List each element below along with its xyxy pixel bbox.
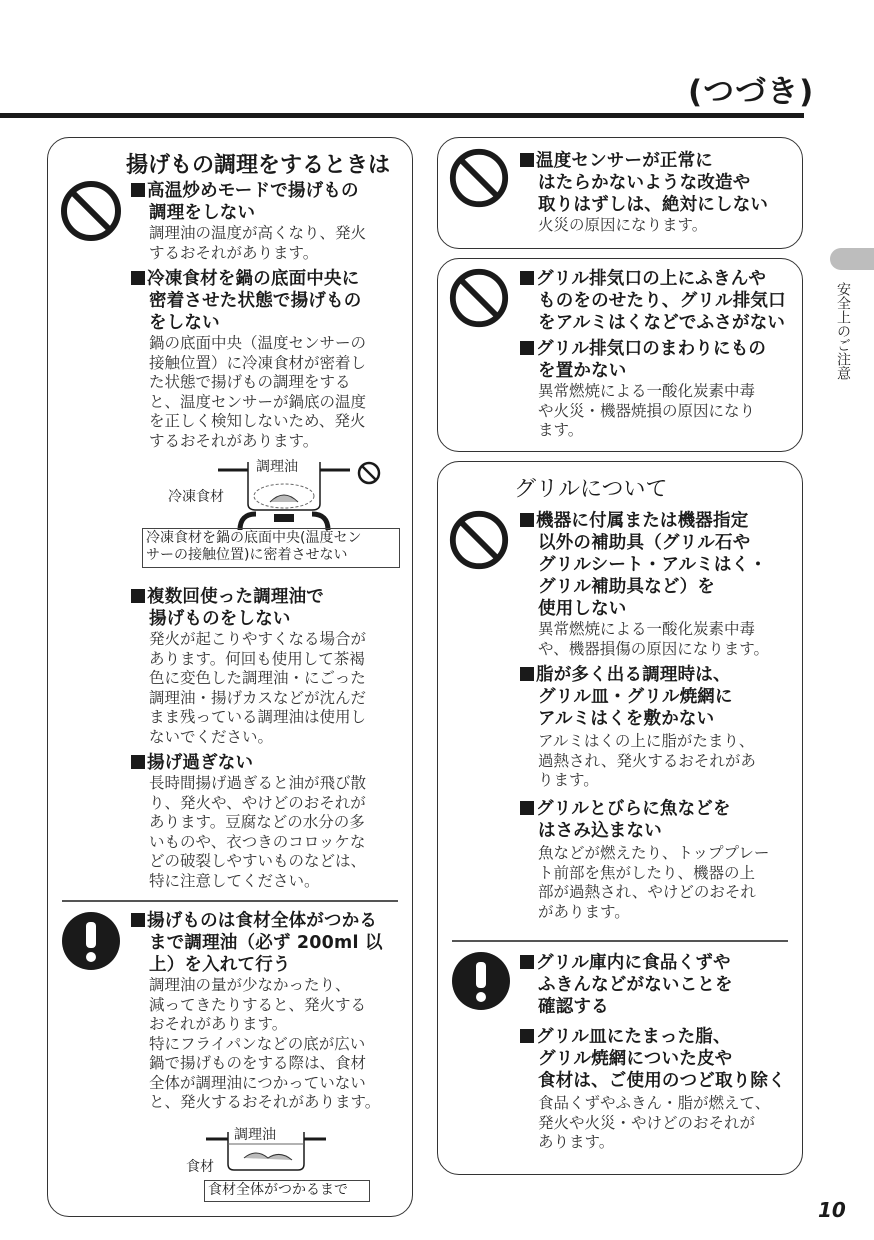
grill-panel-title: グリルについて: [514, 477, 668, 502]
side-tab-label: 安全上のご注意: [835, 282, 851, 380]
prohibited-icon: [58, 178, 124, 244]
warning-heading: グリルとびらに魚などを: [520, 798, 731, 820]
warning-heading: をしない: [149, 313, 220, 333]
warning-heading: 調理をしない: [149, 203, 256, 223]
warning-description: 異常燃焼による一酸化炭素中毒 や、機器損傷の原因になります。: [538, 620, 769, 658]
warning-heading: 冷凍食材を鍋の底面中央に: [131, 268, 359, 290]
warning-heading: 複数回使った調理油で: [131, 586, 324, 608]
warning-heading: ものをのせたり、グリル排気口: [538, 291, 786, 311]
section-divider: [452, 940, 788, 942]
prohibited-icon: [447, 508, 511, 572]
food-label: 食材: [186, 1159, 214, 1175]
warning-heading: 温度センサーが正常に: [520, 150, 713, 172]
warning-description: 調理油の温度が高くなり、発火 するおそれがあります。: [149, 224, 367, 262]
diagram-caption: 冷凍食材を鍋の底面中央(温度セン サーの接触位置)に密着させない: [142, 528, 400, 568]
warning-heading: 揚げものをしない: [149, 609, 291, 629]
small-prohibited-icon: [356, 460, 382, 486]
side-tab: [830, 248, 874, 270]
instruction-heading: ふきんなどがないことを: [538, 975, 733, 995]
instruction-heading: まで調理油（必ず 200ml 以: [149, 933, 383, 953]
instruction-heading: 食材は、ご使用のつど取り除く: [538, 1071, 786, 1091]
warning-description: 長時間揚げ過ぎると油が飛び散 り、発火や、やけどのおそれが あります。豆腐などの水分の多 いものや、衣つきのコロッケな どの破裂しやすいものなどは、 特に注意してください。: [149, 774, 367, 890]
header-rule: [0, 113, 804, 118]
warning-description: 鍋の底面中央（温度センサーの 接触位置）に冷凍食材が密着し た状態で揚げもの調理をする と、温度センサーが鍋底の温度 を正しく検知しないため、発火 するおそれがあります。: [149, 334, 367, 450]
warning-heading: 以外の補助具（グリル石や: [538, 533, 751, 553]
warning-description: アルミはくの上に脂がたまり、 過熱され、発火するおそれがあ ります。: [538, 732, 756, 789]
warning-description: 発火が起こりやすくなる場合が あります。何回も使用して茶褐 色に変色した調理油・にごった 調理油・揚げカスなどが沈んだ まま残っている調理油は使用し ないでください。: [149, 630, 367, 746]
warning-heading: はさみ込まない: [538, 821, 662, 841]
warning-heading: 取りはずしは、絶対にしない: [538, 195, 769, 215]
warning-heading: アルミはくを敷かない: [538, 709, 715, 729]
instruction-heading: 確認する: [538, 997, 609, 1017]
warning-heading: 脂が多く出る調理時は、: [520, 664, 731, 686]
mandatory-action-icon: [60, 910, 122, 972]
warning-heading: グリル排気口の上にふきんや: [520, 268, 766, 290]
instruction-heading: 揚げものは食材全体がつかる: [131, 910, 377, 932]
warning-description: 魚などが燃えたり、トッププレー ト前部を焦がしたり、機器の上 部が過熱され、やけどのおそれ があります。: [538, 844, 770, 921]
warning-heading: グリル皿・グリル焼網に: [538, 687, 733, 707]
instruction-heading: 上）を入れて行う: [149, 955, 291, 975]
oil-label: 調理油: [256, 459, 298, 475]
warning-heading: 高温炒めモードで揚げもの: [131, 180, 359, 202]
warning-heading: 使用しない: [538, 599, 627, 619]
page-number: 10: [818, 1198, 846, 1222]
warning-heading: を置かない: [538, 361, 627, 381]
warning-heading: はたらかないような改造や: [538, 173, 751, 193]
mandatory-action-icon: [450, 950, 512, 1012]
left-panel-title: 揚げもの調理をするときは: [126, 153, 391, 178]
warning-heading: グリルシート・アルミはく・: [538, 555, 767, 575]
frozen-food-label: 冷凍食材: [168, 489, 224, 505]
warning-heading: グリル排気口のまわりにもの: [520, 338, 766, 360]
instruction-heading: グリル庫内に食品くずや: [520, 952, 731, 974]
prohibited-icon: [447, 146, 511, 210]
prohibited-icon: [447, 266, 511, 330]
page-title: (つづき): [688, 74, 815, 110]
warning-heading: をアルミはくなどでふさがない: [538, 313, 786, 333]
warning-heading: 密着させた状態で揚げもの: [149, 291, 362, 311]
instruction-description: 食品くずやふきん・脂が燃えて、 発火や火災・やけどのおそれが あります。: [538, 1094, 771, 1151]
diagram-caption: 食材全体がつかるまで: [204, 1180, 370, 1202]
warning-heading: グリル補助具など）を: [538, 577, 715, 597]
warning-description: 異常燃焼による一酸化炭素中毒 や火災・機器焼損の原因になり ます。: [538, 382, 756, 439]
instruction-heading: グリル皿にたまった脂、: [520, 1026, 731, 1048]
warning-description: 火災の原因になります。: [538, 216, 708, 234]
instruction-description: 調理油の量が少なかったり、 減ってきたりすると、発火する おそれがあります。 特にフライパンなどの底が広い 鍋で揚げものをする際は、食材 全体が調理油につかっていない と、発火するおそれがあります。: [149, 976, 381, 1111]
warning-heading: 機器に付属または機器指定: [520, 510, 748, 532]
warning-heading: 揚げ過ぎない: [131, 752, 253, 774]
instruction-heading: グリル焼網についた皮や: [538, 1049, 733, 1069]
oil-label: 調理油: [234, 1127, 276, 1143]
section-divider: [62, 900, 398, 902]
